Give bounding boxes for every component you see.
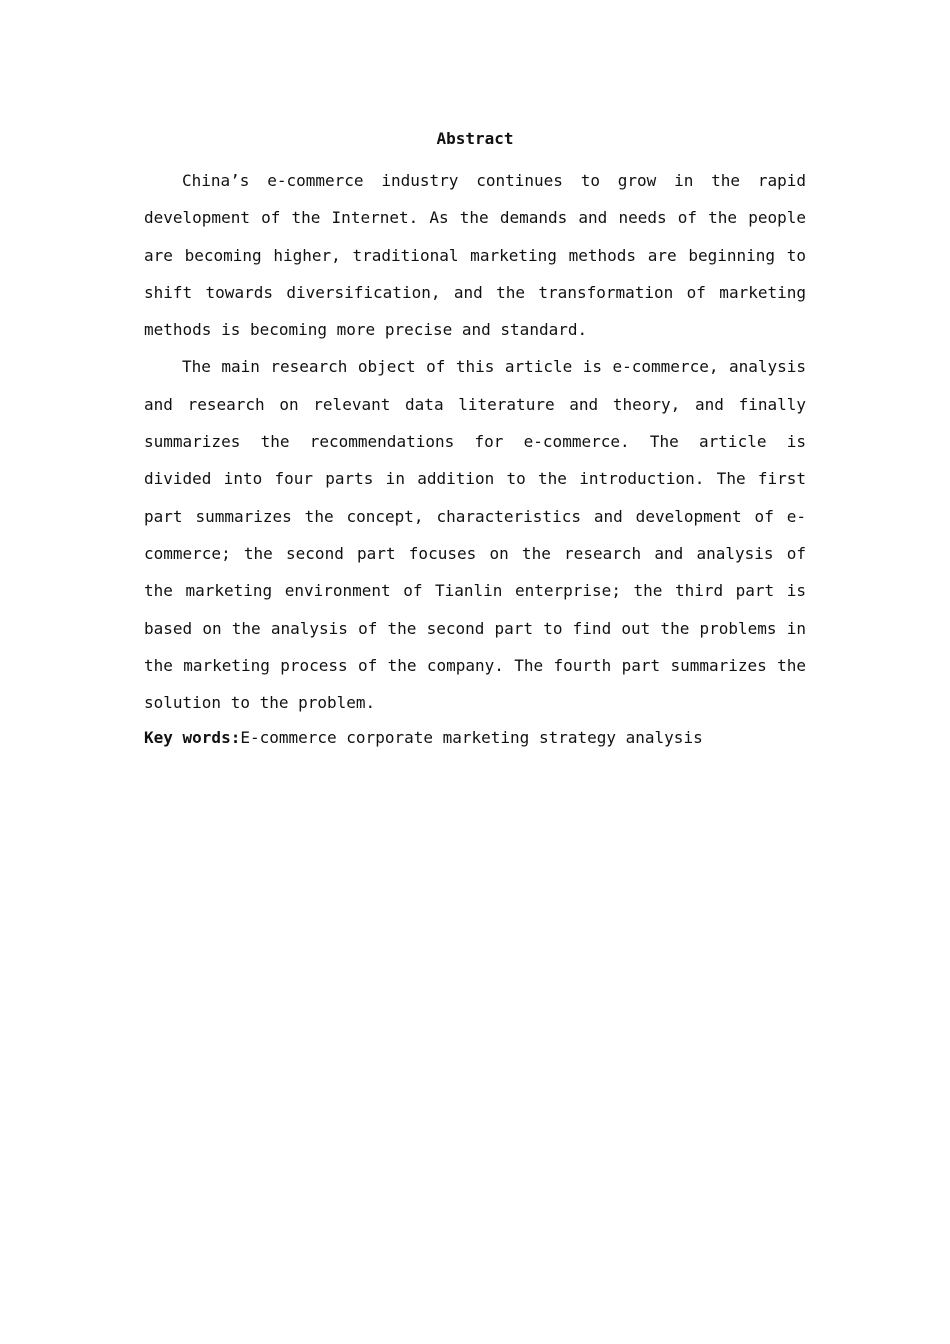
keywords-label: Key words: <box>144 728 241 748</box>
abstract-section <box>144 126 806 755</box>
keywords-text: E-commerce corporate marketing strategy analysis <box>240 728 703 748</box>
keywords-line <box>144 721 806 755</box>
abstract-paragraph-2: The main research object of this article is e-commerce, analysis and research on relevant data literature and theory, and finally summarizes the recommendations for e-commerce. The article is divided into four parts in addition to the introduction. The first part summarizes the concept, characteristics and development of e-commerce; the second part focuses on the research and analysis of the marketing environment of Tianlin enterprise; the third part is based on the analysis of the second part to find out the problems in the marketing process of the company. The fourth part summarizes the solution to the problem. <box>144 357 806 713</box>
abstract-paragraph-1: China’s e-commerce industry continues to grow in the rapid development of the Internet. As the demands and needs of the people are becoming higher, traditional marketing methods are beginning to shift towards diversification, and the transformation of marketing methods is becoming more precise and standard. <box>144 171 806 340</box>
abstract-title: Abstract <box>436 129 514 148</box>
